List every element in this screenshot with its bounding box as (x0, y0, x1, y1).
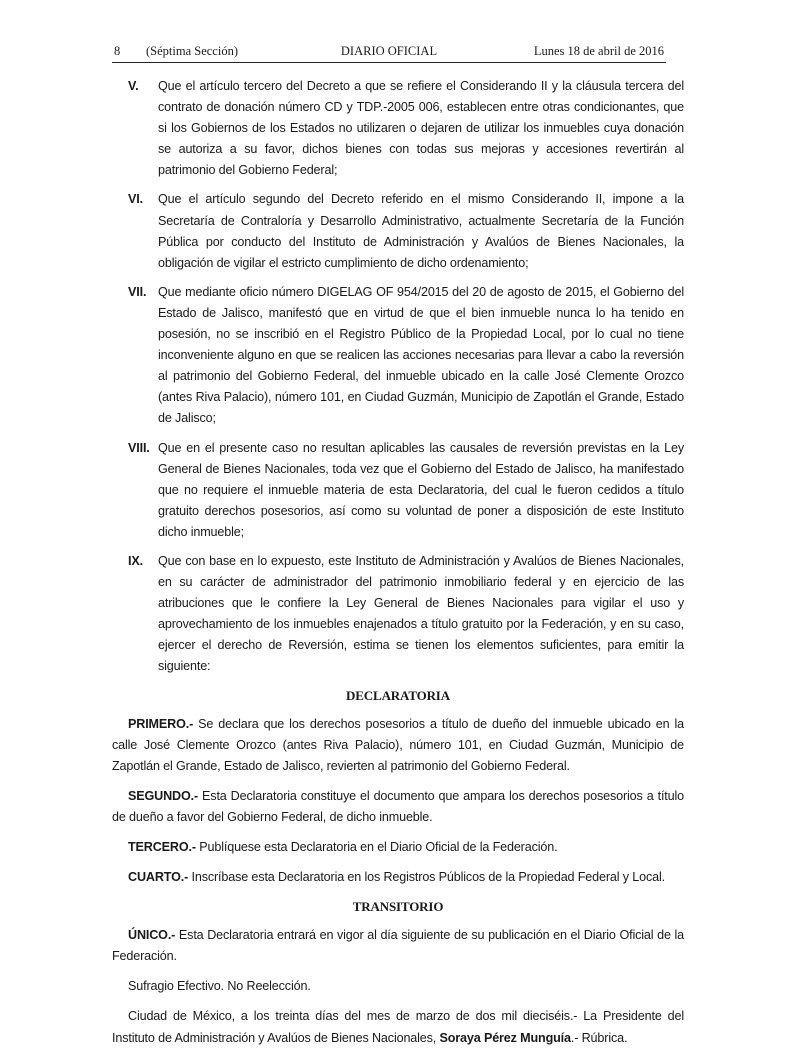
considerando-number: VI. (128, 192, 143, 207)
article-unico (112, 925, 684, 967)
section-label: (Séptima Sección) (146, 44, 238, 58)
considerando-text: Que el artículo tercero del Decreto a que se refiere el Considerando II y la cláusula tercera del contrato de donación número CD y TDP.-2005 006, establecen entre otras condicionantes, que si los Gobiernos de los Estados no utilizaren o dejaren de utilizar los inmuebles cuya donación se autoriza a su favor, dichos bienes con todas sus mejoras y accesiones revertirán al patrimonio del Gobierno Federal; (158, 79, 684, 178)
considerando-number: V. (128, 79, 139, 93)
considerando-item (112, 76, 684, 181)
considerando-number: VII. (128, 284, 147, 299)
considerando-text: Que en el presente caso no resultan aplicables las causales de reversión previstas en la Ley General de Bienes Nacionales, toda vez que el Gobierno del Estado de Jalisco, ha manifestado que no requiere el inmueble materia de esta Declaratoria, del cual le fueron cedidos a título gratuito derechos posesorios, así como su voluntad de poner a disposición de este Instituto dicho inmueble; (158, 440, 684, 539)
publication-date: Lunes 18 de abril de 2016 (533, 44, 664, 58)
page-header (112, 44, 666, 63)
considerando-item (112, 551, 684, 678)
article-segundo (112, 786, 684, 828)
considerando-item (112, 282, 684, 430)
article-text: Esta Declaratoria constituye el documento que ampara los derechos posesorios a título de dueño a favor del Gobierno Federal, de dicho inmueble. (112, 788, 684, 824)
article-text: Se declara que los derechos posesorios a título de dueño del inmueble ubicado en la calle José Clemente Orozco (antes Riva Palacio), número 101, en Ciudad Guzmán, Municipio de Zapotlán el Grande, Estado de Jalisco, revierten al patrimonio del Gobierno Federal. (112, 716, 684, 773)
journal-name: DIARIO OFICIAL (340, 44, 438, 58)
considerando-item (112, 189, 684, 273)
article-tercero (112, 837, 684, 858)
signature-suffix: .- Rúbrica. (570, 1030, 628, 1045)
signer-name: Soraya Pérez Munguía (439, 1030, 571, 1045)
article-text: Publíquese esta Declaratoria en el Diario Oficial de la Federación. (195, 840, 558, 854)
article-label: CUARTO.- (128, 870, 189, 885)
considerando-text: Que con base en lo expuesto, este Instituto de Administración y Avalúos de Bienes Nacionales, en su carácter de administrador del patrimonio inmobiliario federal y en ejercicio de las atribuciones que le confiere la Ley General de Bienes Nacionales para vigilar el uso y aprovechamiento de los inmuebles enajenados a título gratuito por la Federación, y en su caso, ejercer el derecho de Reversión, estima se tienen los elementos suficientes, para emitir la siguiente: (158, 553, 684, 674)
article-text: Inscríbase esta Declaratoria en los Registros Públicos de la Propiedad Federal y Local. (188, 870, 665, 885)
considerando-text: Que el artículo segundo del Decreto referido en el mismo Considerando II, impone a la Secretaría de Contraloría y Desarrollo Administrativo, actualmente Secretaría de la Función Pública por conducto del Instituto de Administración y Avalúos de Bienes Nacionales, la obligación de vigilar el estricto cumplimiento de dicho ordenamiento; (158, 192, 684, 270)
signature-paragraph (112, 1006, 684, 1048)
article-label: TERCERO.- (128, 840, 196, 854)
document-body (112, 76, 684, 1058)
page-number: 8 (114, 44, 121, 58)
article-label: SEGUNDO.- (128, 788, 199, 803)
considerando-number: IX. (128, 553, 143, 568)
motto: Sufragio Efectivo. No Reelección. (128, 979, 311, 994)
declaratoria-heading: DECLARATORIA (346, 687, 450, 703)
considerando-item (112, 438, 684, 543)
signature-text: Ciudad de México, a los treinta días del mes de marzo de dos mil dieciséis.- La Presidente del Instituto de Administración y Avalúos de Bienes Nacionales, (112, 1009, 684, 1045)
article-text: Esta Declaratoria entrará en vigor al día siguiente de su publicación en el Diario Oficial de la Federación. (112, 928, 684, 964)
article-label: PRIMERO.- (128, 716, 194, 731)
article-primero (112, 714, 684, 777)
article-label: ÚNICO.- (128, 928, 176, 943)
considerando-number: VIII. (128, 440, 150, 455)
transitorio-heading: TRANSITORIO (352, 899, 444, 915)
considerando-text: Que mediante oficio número DIGELAG OF 954/2015 del 20 de agosto de 2015, el Gobierno del Estado de Jalisco, manifestó que en virtud de que el bien inmueble nunca lo ha tenido en posesión, no se inscribió en el Registro Público de la Propiedad Local, por lo cual no tiene inconveniente alguno en que se realicen las acciones necesarias para llevar a cabo la reversión al patrimonio del Gobierno Federal, del inmueble ubicado en la calle José Clemente Orozco (antes Riva Palacio), número 101, en Ciudad Guzmán, Municipio de Zapotlán el Grande, Estado de Jalisco; (158, 284, 684, 426)
article-cuarto (112, 867, 684, 888)
